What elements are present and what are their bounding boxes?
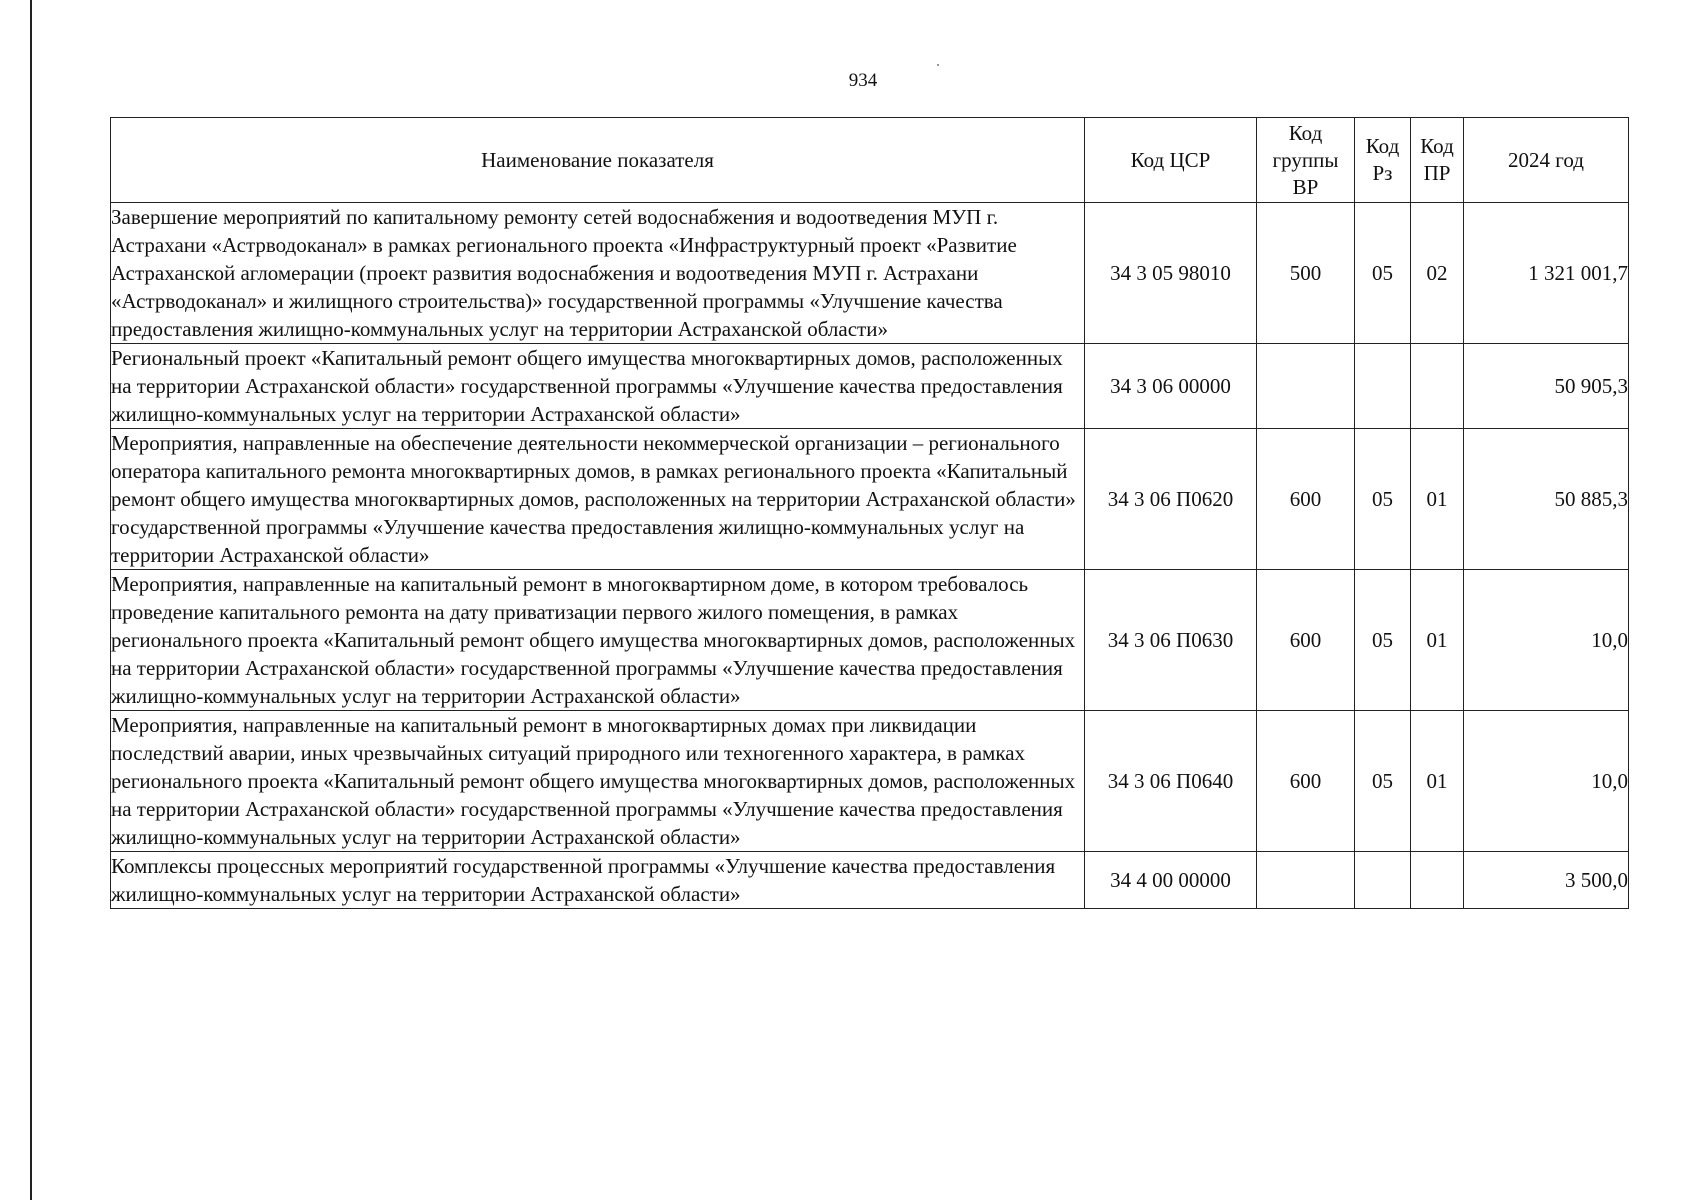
header-row (111, 118, 1629, 203)
row-amount: 1 321 001,7 (1464, 203, 1629, 344)
row-name: Мероприятия, направленные на обеспечение деятельности некоммерческой организации – регионального оператора капитального ремонта многоквартирных домов, в рамках регионального проекта «Капитальный ремонт общего имущества многоквартирных домов, расположенных на территории Астраханской области» государственной программы «Улучшение качества предоставления жилищно-коммунальных услуг на территории Астраханской области» (111, 429, 1085, 570)
header-year: 2024 год (1464, 118, 1629, 203)
header-vr-code (1257, 118, 1355, 203)
row-amount: 50 885,3 (1464, 429, 1629, 570)
row-pr-code (1411, 344, 1464, 429)
row-csr-code: 34 3 05 98010 (1085, 203, 1257, 344)
row-csr-code: 34 3 06 П0640 (1085, 711, 1257, 852)
row-rz-code (1355, 852, 1411, 909)
row-amount: 10,0 (1464, 570, 1629, 711)
row-amount: 50 905,3 (1464, 344, 1629, 429)
table-row (111, 852, 1629, 909)
row-rz-code (1355, 344, 1411, 429)
table-row (111, 711, 1629, 852)
page-number: 934 (848, 70, 878, 91)
row-vr-code: 600 (1257, 429, 1355, 570)
row-rz-code: 05 (1355, 429, 1411, 570)
row-pr-code: 01 (1411, 711, 1464, 852)
scan-speck (937, 64, 939, 66)
header-pr-code-label: Код ПР (1420, 134, 1454, 185)
row-vr-code: 600 (1257, 711, 1355, 852)
table-row (111, 429, 1629, 570)
row-csr-code: 34 3 06 П0630 (1085, 570, 1257, 711)
row-csr-code: 34 4 00 00000 (1085, 852, 1257, 909)
row-amount: 10,0 (1464, 711, 1629, 852)
binding-margin-line (30, 0, 32, 1200)
table-body (111, 203, 1629, 909)
row-vr-code: 500 (1257, 203, 1355, 344)
table-row (111, 344, 1629, 429)
header-name: Наименование показателя (111, 118, 1085, 203)
row-name: Комплексы процессных мероприятий государственной программы «Улучшение качества предоставления жилищно-коммунальных услуг на территории Астраханской области» (111, 852, 1085, 909)
row-rz-code: 05 (1355, 203, 1411, 344)
row-rz-code: 05 (1355, 711, 1411, 852)
row-pr-code: 01 (1411, 429, 1464, 570)
row-csr-code: 34 3 06 00000 (1085, 344, 1257, 429)
row-name: Мероприятия, направленные на капитальный ремонт в многоквартирном доме, в котором требовалось проведение капитального ремонта на дату приватизации первого жилого помещения, в рамках регионального проекта «Капитальный ремонт общего имущества многоквартирных домов, расположенных на территории Астраханской области» государственной программы «Улучшение качества предоставления жилищно-коммунальных услуг на территории Астраханской области» (111, 570, 1085, 711)
row-vr-code (1257, 852, 1355, 909)
row-amount: 3 500,0 (1464, 852, 1629, 909)
header-vr-code-label: Код группы ВР (1272, 120, 1339, 199)
row-rz-code: 05 (1355, 570, 1411, 711)
row-name: Мероприятия, направленные на капитальный ремонт в многоквартирных домах при ликвидации последствий аварии, иных чрезвычайных ситуаций природного или техногенного характера, в рамках регионального проекта «Капитальный ремонт общего имущества многоквартирных домов, расположенных на территории Астраханской области» государственной программы «Улучшение качества предоставления жилищно-коммунальных услуг на территории Астраханской области» (111, 711, 1085, 852)
row-name: Завершение мероприятий по капитальному ремонту сетей водоснабжения и водоотведения МУП г. Астрахани «Астрводоканал» в рамках регионального проекта «Инфраструктурный проект «Развитие Астраханской агломерации (проект развития водоснабжения и водоотведения МУП г. Астрахани «Астрводоканал» и жилищного строительства)» государственной программы «Улучшение качества предоставления жилищно-коммунальных услуг на территории Астраханской области» (111, 203, 1085, 344)
table-row (111, 570, 1629, 711)
row-pr-code (1411, 852, 1464, 909)
budget-table (110, 117, 1629, 909)
row-vr-code (1257, 344, 1355, 429)
header-csr-code: Код ЦСР (1085, 118, 1257, 203)
table-row (111, 203, 1629, 344)
row-vr-code: 600 (1257, 570, 1355, 711)
row-pr-code: 01 (1411, 570, 1464, 711)
row-pr-code: 02 (1411, 203, 1464, 344)
header-pr-code (1411, 118, 1464, 203)
table-header (111, 118, 1629, 203)
header-rz-code (1355, 118, 1411, 203)
row-name: Региональный проект «Капитальный ремонт общего имущества многоквартирных домов, расположенных на территории Астраханской области» государственной программы «Улучшение качества предоставления жилищно-коммунальных услуг на территории Астраханской области» (111, 344, 1085, 429)
header-rz-code-label: Код Рз (1365, 134, 1400, 185)
row-csr-code: 34 3 06 П0620 (1085, 429, 1257, 570)
